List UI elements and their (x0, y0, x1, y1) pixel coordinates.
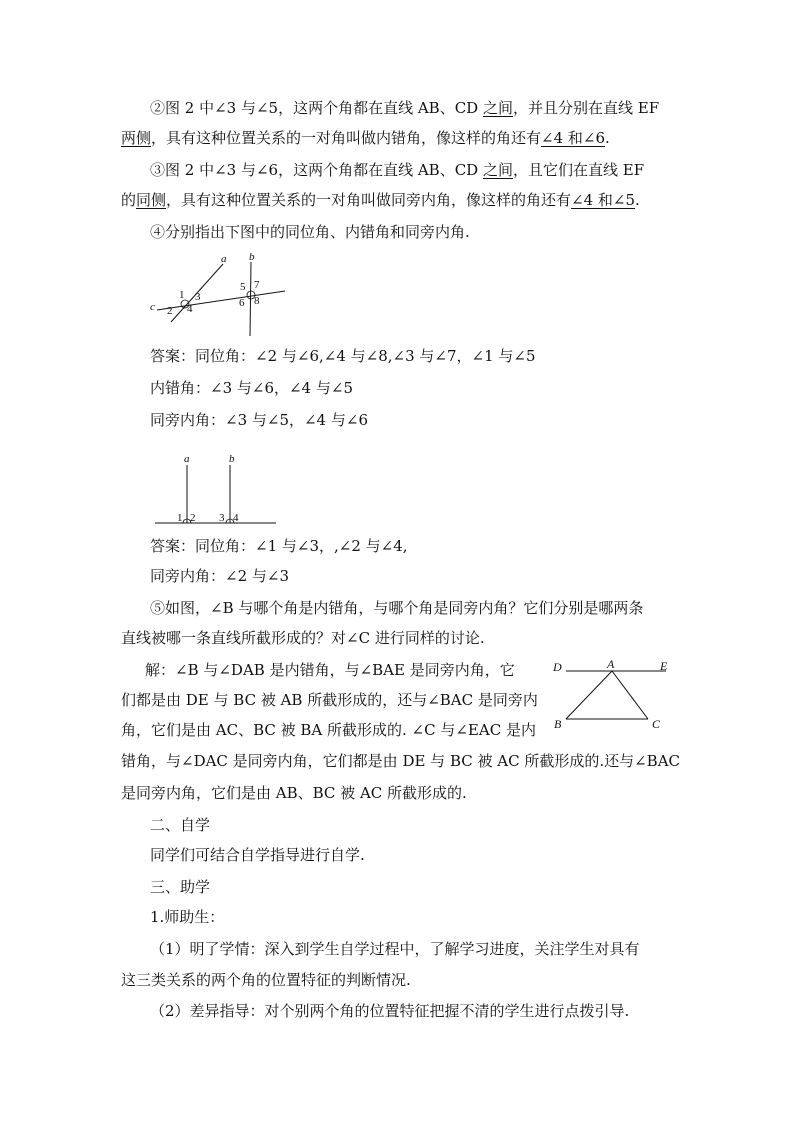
section2-heading: 二、自学 (150, 816, 211, 834)
figure2-diagram (150, 450, 280, 530)
answer1-line3: 同旁内角：∠3 与∠5，∠4 与∠6 (150, 411, 368, 429)
figure2-label-3: 3 (219, 512, 225, 524)
answer2-line1: 答案：同位角：∠1 与∠3，,∠2 与∠4, (150, 537, 408, 555)
para2-line2: 两侧，具有这种位置关系的一对角叫做内错角，像这样的角还有∠4 和∠6. (121, 129, 610, 147)
section3-sub1: 1.师助生： (150, 908, 225, 926)
solution-line4: 错角，与∠DAC 是同旁内角，它们都是由 DE 与 BC 被 AC 所截形成的.还与∠BAC (121, 752, 681, 770)
para4-text: ④分别指出下图中的同位角、内错角和同旁内角. (150, 223, 470, 241)
figure1-line-c (157, 291, 285, 310)
answer2-line2: 同旁内角：∠2 与∠3 (150, 567, 289, 585)
para5-line1: ⑤如图，∠B 与哪个角是内错角，与哪个角是同旁内角？它们分别是哪两条 (150, 599, 644, 617)
figure1-label-1: 1 (179, 289, 185, 301)
solution-line3: 角，它们是由 AC、BC 被 BA 所截形成的. ∠C 与∠EAC 是内 (121, 721, 536, 739)
figure3-label-A: A (607, 657, 615, 671)
section3-item2: （2）差异指导：对个别两个角的位置特征把握不清的学生进行点拨引导. (150, 1002, 630, 1020)
solution-line5: 是同旁内角，它们是由 AB、BC 被 AC 所截形成的. (121, 784, 467, 802)
para3-line1: ③图 2 中∠3 与∠6，这两个角都在直线 AB、CD 之间，且它们在直线 EF (150, 161, 645, 179)
figure1-label-5: 5 (240, 281, 246, 293)
section3-heading: 三、助学 (150, 878, 211, 896)
figure3-label-D: D (553, 660, 562, 674)
section3-item1-line1: （1）明了学情：深入到学生自学过程中，了解学习进度，关注学生对具有 (150, 940, 640, 958)
section2-text: 同学们可结合自学指导进行自学. (150, 846, 365, 864)
figure2-label-b: b (229, 453, 235, 465)
figure3-label-C: C (652, 717, 661, 731)
figure3-label-E: E (660, 659, 668, 673)
figure3-line-AB (566, 671, 612, 719)
figure3-triangle (548, 656, 678, 736)
figure1-label-7: 7 (254, 279, 260, 291)
figure1-label-2: 2 (167, 305, 173, 317)
para5-line2: 直线被哪一条直线所截形成的？对∠C 进行同样的讨论. (121, 629, 485, 647)
figure3-label-B: B (554, 717, 562, 731)
figure1-label-b: b (249, 251, 255, 263)
figure1-label-c: c (150, 301, 155, 313)
para3-line2: 的同侧，具有这种位置关系的一对角叫做同旁内角，像这样的角还有∠4 和∠5. (121, 191, 640, 209)
answer1-line2: 内错角：∠3 与∠6，∠4 与∠5 (150, 379, 353, 397)
answer1-line1: 答案：同位角：∠2 与∠6,∠4 与∠8,∠3 与∠7，∠1 与∠5 (150, 347, 536, 365)
figure1-label-4: 4 (187, 303, 193, 315)
figure1-label-8: 8 (254, 295, 260, 307)
figure2-label-a: a (184, 453, 190, 465)
section3-item1-line2: 这三类关系的两个角的位置特征的判断情况. (121, 971, 411, 989)
figure2-label-4: 4 (233, 512, 239, 524)
figure1-label-a: a (221, 253, 227, 265)
figure1-label-6: 6 (239, 297, 245, 309)
figure3-line-AC (612, 671, 648, 719)
figure1-diagram (145, 250, 295, 340)
figure1-label-3: 3 (195, 291, 201, 303)
figure2-label-2: 2 (190, 512, 196, 524)
solution-line2: 们都是由 DE 与 BC 被 AB 所截形成的，还与∠BAC 是同旁内 (121, 691, 538, 709)
para2-line1: ②图 2 中∠3 与∠5，这两个角都在直线 AB、CD 之间，并且分别在直线 EF (150, 99, 660, 117)
figure2-label-1: 1 (177, 512, 183, 524)
solution-line1: 解：∠B 与∠DAB 是内错角，与∠BAE 是同旁内角，它 (145, 661, 515, 679)
